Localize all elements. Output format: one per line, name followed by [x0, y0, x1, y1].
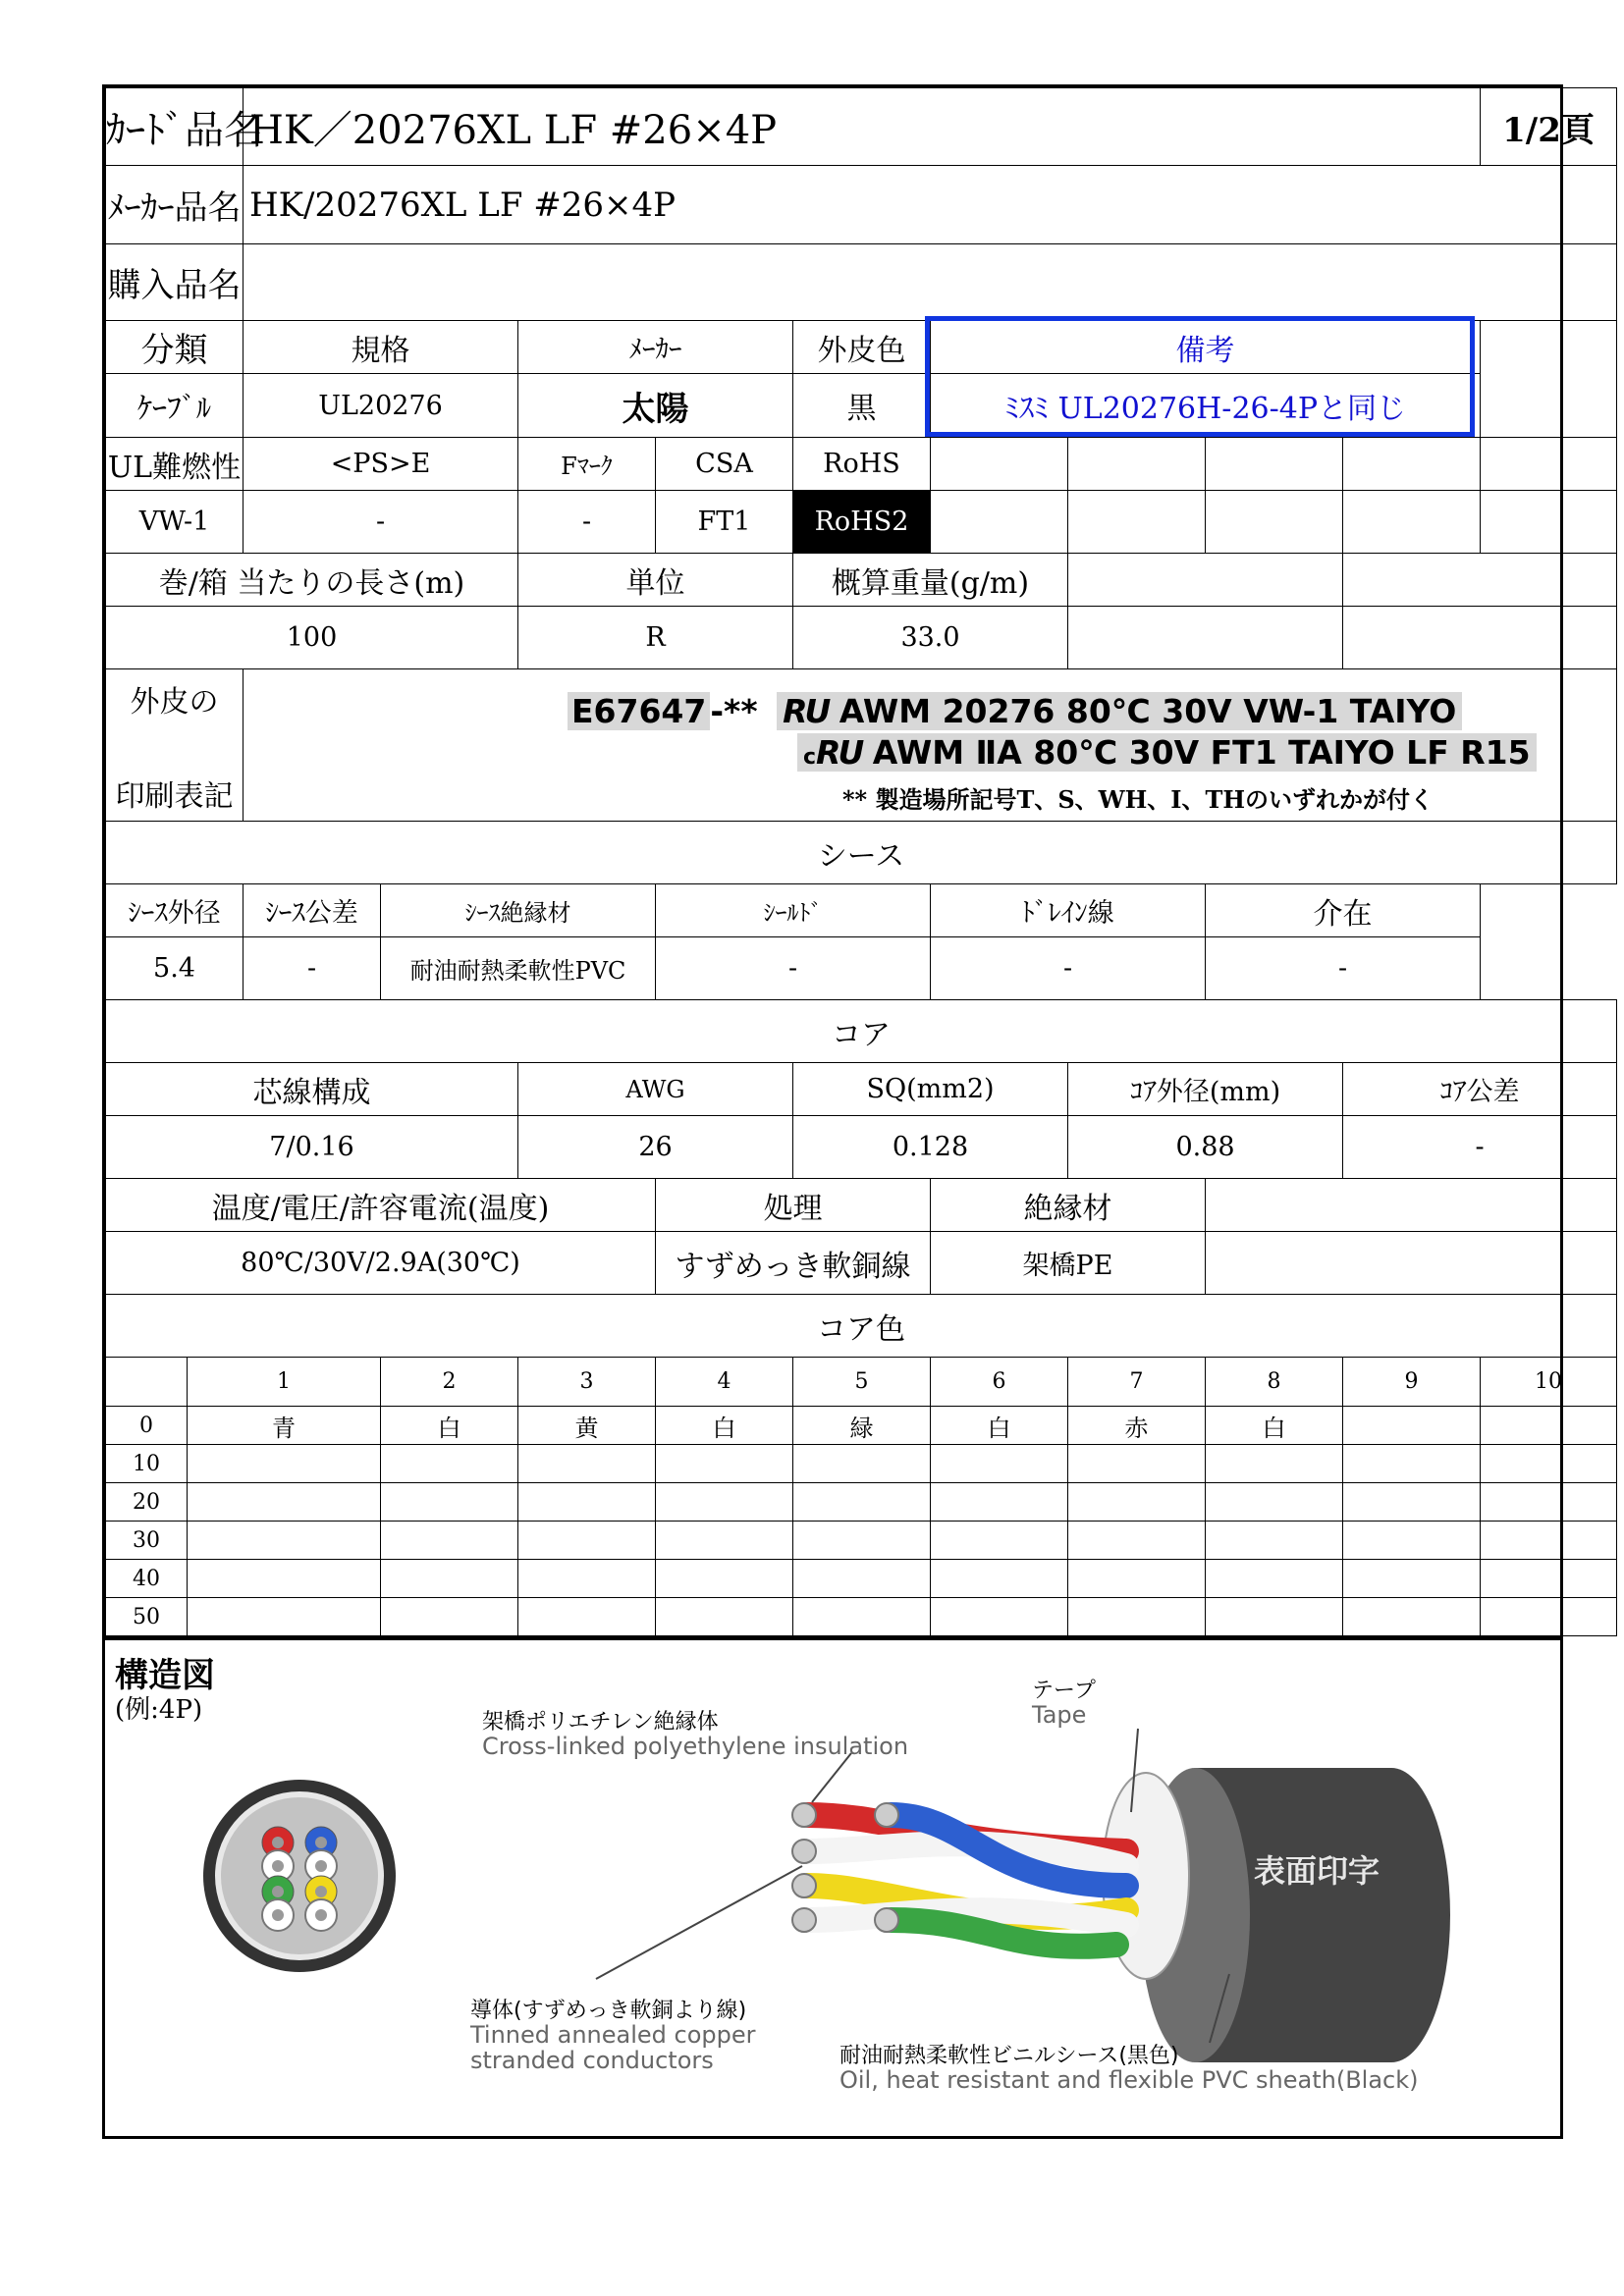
print-label-bottom: 印刷表記: [115, 779, 234, 814]
purchase-name-value: [244, 244, 1617, 321]
color-cell: [1343, 1407, 1481, 1445]
insulation-header: 絶縁材: [931, 1179, 1206, 1232]
row-label: 20: [106, 1483, 188, 1522]
maker-name-label: ﾒｰｶｰ品名: [106, 166, 244, 244]
color-cell: 青: [188, 1407, 381, 1445]
drain-value: -: [931, 937, 1206, 1000]
color-cell: [518, 1445, 656, 1483]
table-row: [106, 1560, 1617, 1598]
flame-header: UL難燃性: [106, 438, 244, 491]
rohs-value: RoHS2: [793, 491, 931, 554]
sheath-jp-label: 耐油耐熱柔軟性ビニルシース(黒色): [839, 2044, 1179, 2068]
color-cell: [1481, 1522, 1617, 1560]
maker-name-value: HK/20276XL LF #26×4P: [244, 166, 1617, 244]
color-cell: [1068, 1445, 1206, 1483]
sq-value: 0.128: [793, 1116, 1068, 1179]
row-label: 50: [106, 1598, 188, 1636]
col-header-2: 2: [381, 1358, 518, 1407]
cul-recognized-mark-icon: RU: [816, 733, 862, 772]
insulation-value: 架橋PE: [931, 1232, 1206, 1295]
color-cell: [188, 1483, 381, 1522]
maker-value: 太陽: [518, 374, 793, 438]
color-cell: [381, 1560, 518, 1598]
color-cell: [1481, 1407, 1617, 1445]
color-cell: [1481, 1598, 1617, 1636]
conductor-en-label-2: stranded conductors: [470, 2047, 714, 2074]
conductor-en-label-1: Tinned annealed copper: [470, 2021, 756, 2049]
surface-print-label: 表面印字: [1254, 1852, 1380, 1890]
color-cell: 白: [1206, 1407, 1343, 1445]
color-cell: [518, 1598, 656, 1636]
color-cell: [1068, 1522, 1206, 1560]
color-cell: [1206, 1445, 1343, 1483]
awg-header: AWG: [518, 1063, 793, 1116]
color-cell: 緑: [793, 1407, 931, 1445]
awg-value: 26: [518, 1116, 793, 1179]
rohs-header: RoHS: [793, 438, 931, 491]
color-cell: [793, 1445, 931, 1483]
unit-value: R: [518, 607, 793, 669]
pse-value: -: [244, 491, 518, 554]
flame-value: VW-1: [106, 491, 244, 554]
treatment-value: すずめっき軟銅線: [656, 1232, 931, 1295]
standard-value: UL20276: [244, 374, 518, 438]
color-cell: [931, 1560, 1068, 1598]
weight-value: 33.0: [793, 607, 1068, 669]
unit-header: 単位: [518, 554, 793, 607]
filler-value: -: [1206, 937, 1481, 1000]
rating-header: 温度/電圧/許容電流(温度): [106, 1179, 656, 1232]
ul-recognized-mark-icon: RU: [783, 692, 829, 730]
color-cell: [1068, 1598, 1206, 1636]
conductor-jp-label: 導体(すずめっき軟銅より線): [470, 1999, 747, 2023]
color-cell: 赤: [1068, 1407, 1206, 1445]
color-cell: [1343, 1522, 1481, 1560]
sheath-od-header: ｼｰｽ外径: [106, 884, 244, 937]
print-code: E67647: [568, 692, 710, 730]
cross-section-icon: [203, 1780, 396, 1972]
spec-sheet: [102, 84, 1595, 2139]
color-cell: [518, 1522, 656, 1560]
print-line-2-text: AWM ⅡA 80℃ 30V FT1 TAIYO LF R15: [872, 733, 1531, 772]
card-name-value: HK／20276XL LF #26×4P: [244, 88, 1481, 166]
print-marking-label: [106, 669, 244, 822]
color-cell: [793, 1598, 931, 1636]
col-header-1: 1: [188, 1358, 381, 1407]
color-cell: [1481, 1445, 1617, 1483]
row-label: 10: [106, 1445, 188, 1483]
tape-en-label: Tape: [1032, 1701, 1087, 1729]
color-cell: [1343, 1483, 1481, 1522]
color-cell: [188, 1445, 381, 1483]
weight-header: 概算重量(g/m): [793, 554, 1068, 607]
structure-example: (例:4P): [115, 1695, 203, 1725]
core-tolerance-value: -: [1343, 1116, 1617, 1179]
color-cell: [1206, 1522, 1343, 1560]
insulation-jp-label: 架橋ポリエチレン絶縁体: [482, 1710, 719, 1735]
core-od-value: 0.88: [1068, 1116, 1343, 1179]
color-cell: [1343, 1445, 1481, 1483]
core-color-rows: [106, 1407, 1617, 1636]
col-header-9: 9: [1343, 1358, 1481, 1407]
color-cell: [793, 1522, 931, 1560]
col-header-3: 3: [518, 1358, 656, 1407]
color-cell: [518, 1560, 656, 1598]
color-cell: [381, 1522, 518, 1560]
rating-value: 80℃/30V/2.9A(30℃): [106, 1232, 656, 1295]
sheath-material-header: ｼｰｽ絶縁材: [381, 884, 656, 937]
table-row: [106, 1522, 1617, 1560]
standard-header: 規格: [244, 321, 518, 374]
shield-header: ｼｰﾙﾄﾞ: [656, 884, 931, 937]
color-cell: [381, 1483, 518, 1522]
strand-header: 芯線構成: [106, 1063, 518, 1116]
maker-header: ﾒｰｶｰ: [518, 321, 793, 374]
table-row: [106, 1445, 1617, 1483]
color-cell: [1206, 1560, 1343, 1598]
card-name-label: ｶｰﾄﾞ品名: [106, 88, 244, 166]
color-cell: 白: [656, 1407, 793, 1445]
col-header-4: 4: [656, 1358, 793, 1407]
color-cell: [1206, 1483, 1343, 1522]
remarks-header: 備考: [931, 321, 1481, 374]
core-color-title: コア色: [106, 1295, 1617, 1358]
page-number: 1/2頁: [1481, 88, 1617, 166]
print-line-1-text: AWM 20276 80℃ 30V VW-1 TAIYO: [839, 692, 1457, 730]
color-cell: [931, 1522, 1068, 1560]
color-cell: [931, 1598, 1068, 1636]
table-row: [106, 1407, 1617, 1445]
color-cell: [381, 1598, 518, 1636]
pse-header: <PS>E: [244, 438, 518, 491]
col-header-7: 7: [1068, 1358, 1206, 1407]
sheath-od-value: 5.4: [106, 937, 244, 1000]
classification-value: ｹｰﾌﾞﾙ: [106, 374, 244, 438]
jacket-color-header: 外皮色: [793, 321, 931, 374]
color-cell: [656, 1445, 793, 1483]
sheath-material-value: 耐油耐熱柔軟性PVC: [381, 937, 656, 1000]
tape-jp-label: テープ: [1032, 1679, 1096, 1703]
color-cell: [381, 1445, 518, 1483]
core-tolerance-header: ｺｱ公差: [1343, 1063, 1617, 1116]
color-cell: [656, 1598, 793, 1636]
purchase-name-label: 購入品名: [106, 244, 244, 321]
print-code-suffix: -**: [710, 692, 758, 730]
insulation-en-label: Cross-linked polyethylene insulation: [482, 1733, 909, 1760]
color-cell: [793, 1560, 931, 1598]
sheath-title: シース: [106, 822, 1617, 884]
remarks-value: ﾐｽﾐ UL20276H-26-4Pと同じ: [931, 374, 1481, 438]
csa-value: FT1: [656, 491, 793, 554]
core-title: コア: [106, 1000, 1617, 1063]
color-cell: [1343, 1560, 1481, 1598]
classification-header: 分類: [106, 321, 244, 374]
color-cell: [1206, 1598, 1343, 1636]
col-header-5: 5: [793, 1358, 931, 1407]
color-cell: 白: [381, 1407, 518, 1445]
length-value: 100: [106, 607, 518, 669]
length-header: 巻/箱 当たりの長さ(m): [106, 554, 518, 607]
wires-icon: [807, 1815, 1126, 1947]
sheath-tolerance-header: ｼｰｽ公差: [244, 884, 381, 937]
color-cell: [188, 1522, 381, 1560]
c-mark: c: [803, 745, 817, 770]
color-cell: [656, 1522, 793, 1560]
color-cell: 白: [931, 1407, 1068, 1445]
color-cell: [1481, 1560, 1617, 1598]
color-cell: [931, 1483, 1068, 1522]
table-row: [106, 1598, 1617, 1636]
print-line-1: [568, 692, 1462, 730]
csa-header: CSA: [656, 438, 793, 491]
drain-header: ﾄﾞﾚｲﾝ線: [931, 884, 1206, 937]
shield-value: -: [656, 937, 931, 1000]
color-cell: [1481, 1483, 1617, 1522]
table-row: [106, 1483, 1617, 1522]
print-note: ** 製造場所記号T、S、WH、I、THのいずれかが付く: [842, 785, 1435, 814]
color-cell: 黄: [518, 1407, 656, 1445]
f-mark-header: Fﾏｰｸ: [518, 438, 656, 491]
color-cell: [188, 1560, 381, 1598]
color-cell: [1068, 1483, 1206, 1522]
filler-header: 介在: [1206, 884, 1481, 937]
print-label-top: 外皮の: [130, 685, 219, 720]
col-header-8: 8: [1206, 1358, 1343, 1407]
color-cell: [188, 1598, 381, 1636]
structure-diagram: [105, 1636, 1560, 2121]
spec-table: [105, 87, 1617, 1636]
row-label: 30: [106, 1522, 188, 1560]
print-marking-area: [244, 669, 1617, 822]
row-label: 40: [106, 1560, 188, 1598]
strand-value: 7/0.16: [106, 1116, 518, 1179]
color-cell: [793, 1483, 931, 1522]
color-cell: [656, 1560, 793, 1598]
jacket-color-value: 黒: [793, 374, 931, 438]
print-line-2: [797, 733, 1537, 772]
cable-sheath-icon: [1103, 1768, 1450, 2062]
col-header-10: 10: [1481, 1358, 1617, 1407]
f-mark-value: -: [518, 491, 656, 554]
color-cell: [931, 1445, 1068, 1483]
sheath-en-label: Oil, heat resistant and flexible PVC sheath(Black): [839, 2066, 1419, 2094]
color-cell: [1343, 1598, 1481, 1636]
sq-header: SQ(mm2): [793, 1063, 1068, 1116]
sheath-tolerance-value: -: [244, 937, 381, 1000]
treatment-header: 処理: [656, 1179, 931, 1232]
col-header-6: 6: [931, 1358, 1068, 1407]
color-cell: [1068, 1560, 1206, 1598]
structure-title: 構造図: [115, 1656, 215, 1695]
color-cell: [656, 1483, 793, 1522]
core-od-header: ｺｱ外径(mm): [1068, 1063, 1343, 1116]
color-cell: [518, 1483, 656, 1522]
row-label: 0: [106, 1407, 188, 1445]
